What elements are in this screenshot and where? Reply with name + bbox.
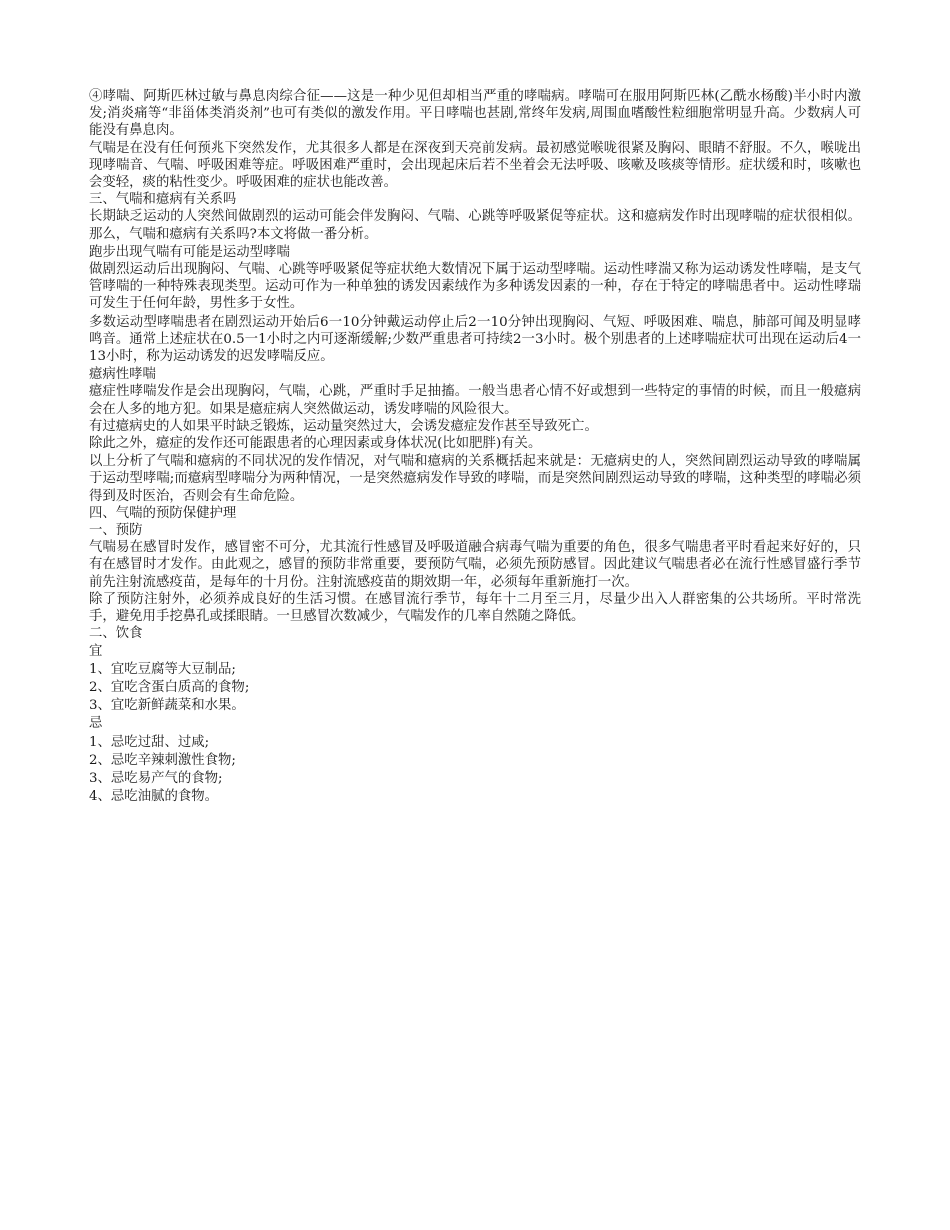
subheading-hysteric-asthma: 癔病性哮喘 [89,367,156,383]
list-item-avoid-4: 4、忌吃油腻的食物。 [89,789,219,805]
paragraph-asthma-onset: 气喘是在没有任何预兆下突然发作，尤其很多人都是在深夜到天亮前发病。最初感觉喉咙很紧及胸闷、眼睛不舒服。不久，喉咙出现哮喘音、气喘、呼吸困难等症。呼吸困难严重时，会出现起床后若不坐着会无法呼吸、咳嗽及咳痰等情形。症状缓和时，咳嗽也会变轻，痰的粘性变少。呼吸困难的症状也能改善。 [89,140,861,191]
list-item-recommended-3: 3、宜吃新鲜蔬菜和水果。 [89,698,245,714]
document-body [89,88,861,805]
subheading-exercise-asthma: 跑步出现气喘有可能是运动型哮喘 [89,244,290,260]
paragraph-summary: 以上分析了气喘和癔病的不同状况的发作情况，对气喘和癔病的关系概括起来就是：无癔病史的人，突然间剧烈运动导致的哮喘属于运动型哮喘;而癔病型哮喘分为两种情况，一是突然癔病发作导致的哮喘，而是突然间剧烈运动导致的哮喘，这种类型的哮喘必须得到及时医治，否则会有生命危险。 [89,454,861,504]
paragraph-exercise-asthma: 做剧烈运动后出现胸闷、气喘、心跳等呼吸紧促等症状绝大数情况下属于运动型哮喘。运动性哮湍又称为运动诱发性哮喘，是支气管哮喘的一种特殊表现类型。运动可作为一种单独的诱发因素绒作为多种诱发因素的一种，存在于特定的哮喘患者中。运动性哮瑞可发生于任何年龄，男性多于女性。 [89,262,861,312]
list-item-avoid-3: 3、忌吃易产气的食物; [89,770,223,786]
subheading-prevention: 一、预防 [89,523,143,539]
paragraph-living-habits: 除了预防注射外，必须养成良好的生活习惯。在感冒流行季节，每年十二月至三月，尽量少出入人群密集的公共场所。平时常洗手，避免用手挖鼻孔或揉眼睛。一旦感冒次数减少，气喘发作的几率自然随之降低。 [89,591,861,625]
paragraph-hysteric-asthma: 癔症性哮喘发作是会出现胸闷，气喘，心跳，严重时手足抽搐。一般当患者心情不好或想到一些特定的事情的时候，而且一般癔病会在人多的地方犯。如果是癔症病人突然做运动，诱发哮喘的风险很大。 [89,384,861,417]
paragraph-flu-prevention: 气喘易在感冒时发作，感冒密不可分，尤其流行性感冒及呼吸道融合病毒气喘为重要的角色，很多气喘患者平时看起来好好的，只有在感冒时才发作。由此观之，感冒的预防非常重要，要预防气喘，必须先预防感冒。因此建议气喘患者必在流行性感冒盛行季节前先注射流感疫苗，是每年的十月份。注射流感疫苗的期效期一年，必须每年重新施打一次。 [89,540,861,590]
section-heading-3: 三、气喘和癔病有关系吗 [89,192,237,208]
list-item-recommended-1: 1、宜吃豆腐等大豆制品; [89,661,236,677]
paragraph-exercise-timing: 多数运动型哮喘患者在剧烈运动开始后6一10分钟戴运动停止后2一10分钟出现胸闷、气短、呼吸困难、喘息，肺部可闻及明显哮鸣音。通常上述症状在0.5一1小时之内可逐渐缓解;少数严重患者可持续2一3小时。极个别患者的上述哮喘症状可出现在运动后4一13小时，称为运动诱发的迟发哮喘反应。 [89,314,861,365]
list-item-recommended-2: 2、宜吃含蛋白质高的食物; [89,679,250,695]
subheading-diet: 二、饮食 [89,626,143,642]
list-item-avoid-2: 2、忌吃辛辣刺激性食物; [89,752,236,768]
list-item-avoid-1: 1、忌吃过甜、过咸; [89,734,210,750]
section-heading-4: 四、气喘的预防保健护理 [89,505,237,521]
paragraph-exercise-intro: 长期缺乏运动的人突然间做剧烈的运动可能会伴发胸闷、气喘、心跳等呼吸紧促等症状。这和癔病发作时出现哮喘的症状很相似。那么，气喘和癔病有关系吗?本文将做一番分析。 [89,209,861,242]
label-avoid: 忌 [89,716,103,732]
paragraph-hysteria-history: 有过癔病史的人如果平时缺乏锻炼，运动量突然过大，会诱发癔症发作甚至导致死亡。 [89,418,598,434]
paragraph-aspirin-asthma: ④哮喘、阿斯匹林过敏与鼻息肉综合征——这是一种少见但却相当严重的哮喘病。哮喘可在服用阿斯匹林(乙酰水杨酸)半小时内激发;消炎痛等“非甾体类消炎剂”也可有类似的激发作用。平日哮喘也甚剧,常终年发病,周围血嗜酸性粒细胞常明显升高。少数病人可能没有鼻息肉。 [89,89,861,139]
label-recommended: 宜 [89,643,103,659]
paragraph-hysteria-other-factors: 除此之外，癔症的发作还可能跟患者的心理因素或身体状况(比如肥胖)有关。 [89,436,542,452]
